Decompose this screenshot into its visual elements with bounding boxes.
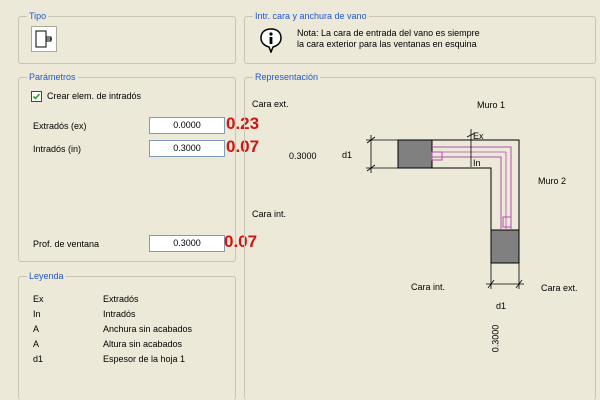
intr-cara-title: Intr. cara y anchura de vano xyxy=(255,11,367,21)
extrados-annotation: 0.23 xyxy=(226,114,260,133)
frame-box-top xyxy=(432,152,442,160)
legend-desc: Intradós xyxy=(103,309,136,319)
tipo-group xyxy=(18,11,236,64)
legend-desc: Extradós xyxy=(103,294,139,304)
muro1-section xyxy=(398,140,432,168)
prof-ventana-annotation: 0.07 xyxy=(224,232,258,251)
muro1-label: Muro 1 xyxy=(477,100,506,110)
checkmark-icon xyxy=(32,92,41,101)
leyenda-title: Leyenda xyxy=(29,271,64,281)
legend-desc: Anchura sin acabados xyxy=(103,324,193,334)
in-label: In xyxy=(473,158,481,168)
window-frame-outer xyxy=(432,147,511,230)
legend-code: Ex xyxy=(33,294,44,304)
legend-code: d1 xyxy=(33,354,44,364)
muro2-label: Muro 2 xyxy=(538,176,567,186)
extrados-label: Extradós (ex) xyxy=(33,121,87,131)
leyenda-group xyxy=(18,271,236,400)
crear-intrados-checkbox[interactable] xyxy=(31,91,42,102)
window-type-button[interactable] xyxy=(31,26,57,52)
intrados-annotation: 0.07 xyxy=(226,137,260,156)
d1-bottom-label: d1 xyxy=(496,301,507,311)
wall-outline-inner xyxy=(432,168,491,230)
cara-ext-bottom-label: Cara ext. xyxy=(541,283,578,293)
prof-ventana-field[interactable]: 0.3000 xyxy=(149,235,225,252)
representacion-title: Representación xyxy=(255,72,319,82)
dim-value-bottom: 0.3000 xyxy=(490,324,501,353)
note-line-1: Nota: La cara de entrada del vano es siempre xyxy=(297,28,480,38)
cara-int-bottom-label: Cara int. xyxy=(411,282,446,292)
parametros-group xyxy=(18,72,236,262)
prof-ventana-label: Prof. de ventana xyxy=(33,239,100,249)
dim-value-left: 0.3000 xyxy=(289,151,317,161)
parametros-title: Parámetros xyxy=(29,72,76,82)
crear-intrados-label[interactable]: Crear elem. de intradós xyxy=(47,91,142,101)
frame-box-right xyxy=(503,217,511,227)
legend-code: A xyxy=(33,324,40,334)
ex-label: Ex xyxy=(473,131,484,141)
intrados-field[interactable]: 0.3000 xyxy=(149,140,225,157)
intr-cara-group xyxy=(244,11,596,64)
muro2-section xyxy=(491,230,519,263)
legend-code: A xyxy=(33,339,40,349)
legend-desc: Espesor de la hoja 1 xyxy=(103,354,186,364)
legend-desc: Altura sin acabados xyxy=(103,339,183,349)
cara-int-left-label: Cara int. xyxy=(252,209,287,219)
window-type-icon xyxy=(32,27,56,51)
representation-diagram xyxy=(244,77,596,400)
note-line-2: la cara exterior para las ventanas en esquina xyxy=(297,39,477,49)
extrados-field[interactable]: 0.0000 xyxy=(149,117,225,134)
d1-left-label: d1 xyxy=(342,150,353,160)
intrados-label: Intradós (in) xyxy=(33,144,82,154)
info-icon xyxy=(259,27,283,53)
cara-ext-top-label: Cara ext. xyxy=(252,99,289,109)
legend-code: In xyxy=(33,309,41,319)
tipo-title: Tipo xyxy=(29,11,47,21)
